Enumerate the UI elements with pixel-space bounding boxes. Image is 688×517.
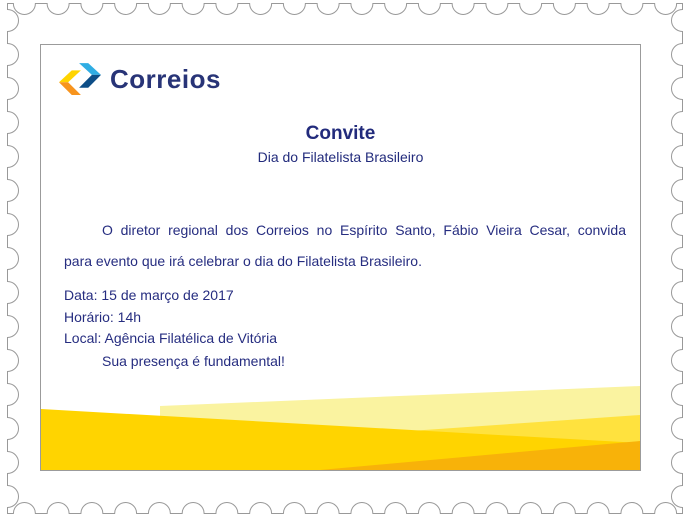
detail-date: Data: 15 de março de 2017 bbox=[64, 287, 234, 303]
invitation-subtitle: Dia do Filatelista Brasileiro bbox=[257, 149, 424, 165]
logo-lightblue-arm bbox=[79, 63, 101, 75]
invitation-title: Convite bbox=[305, 123, 376, 144]
logo-wordmark: Correios bbox=[110, 64, 221, 94]
logo-yellow-arm bbox=[59, 70, 81, 82]
event-details bbox=[64, 285, 277, 350]
detail-time: Horário: 14h bbox=[64, 308, 142, 325]
correios-logo bbox=[59, 62, 221, 97]
bottom-waves-graphic bbox=[41, 362, 640, 470]
logo-darkblue-arm bbox=[79, 75, 101, 88]
invitation-card bbox=[40, 44, 641, 471]
logo-orange-arm bbox=[59, 82, 81, 95]
body-line: para evento que irá celebrar o dia do Filatelista Brasileiro. bbox=[64, 253, 422, 269]
correios-arrows-icon bbox=[59, 62, 101, 97]
invitation-body bbox=[64, 215, 626, 277]
body-line: O diretor regional dos Correios no Espírito Santo, Fábio Vieira Cesar, convida bbox=[102, 222, 626, 238]
closing-line: Sua presença é fundamental! bbox=[102, 353, 285, 369]
detail-location: Local: Agência Filatélica de Vitória bbox=[64, 330, 277, 346]
